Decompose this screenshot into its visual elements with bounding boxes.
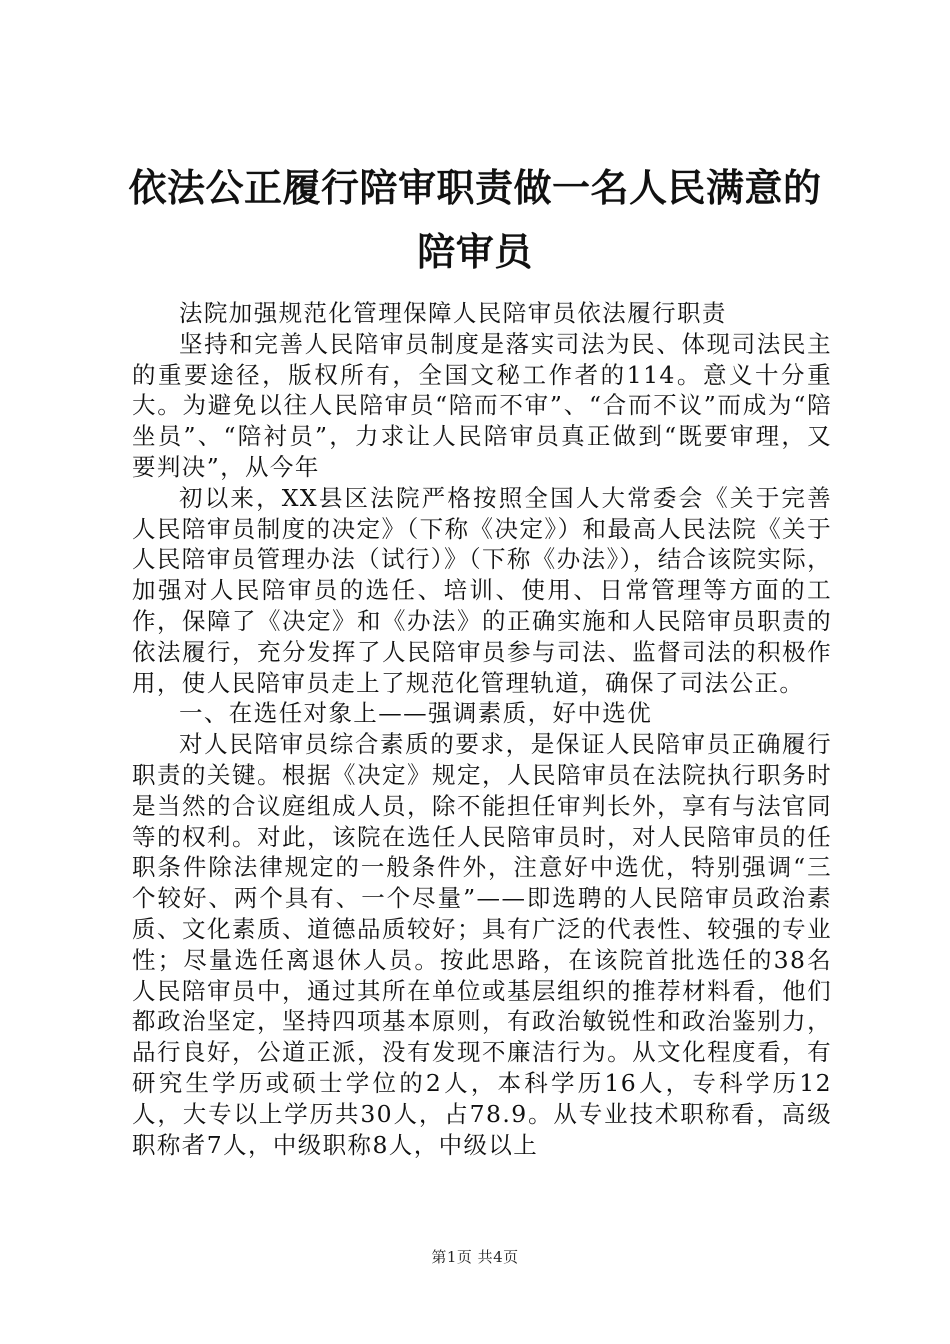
page-footer: 第1页 共4页 <box>431 1248 519 1266</box>
document-title: 依法公正履行陪审职责做一名人民满意的陪审员 <box>128 165 822 274</box>
body-paragraph: 对人民陪审员综合素质的要求，是保证人民陪审员正确履行职责的关键。根据《决定》规定，人民陪审员在法院执行职务时是当然的合议庭组成人员，除不能担任审判长外，享有与法官同等的权利。对此，该院在选任人民陪审员时，对人民陪审员的任职条件除法律规定的一般条件外，注意好中选优，特别强调“三个较好、两个具有、一个尽量”——即选聘的人民陪审员政治素质、文化素质、道德品质较好；具有广泛的代表性、较强的专业性；尽量选任离退休人员。按此思路，在该院首批选任的38名人民陪审员中，通过其所在单位或基层组织的推荐材料看，他们都政治坚定，坚持四项基本原则，有政治敏锐性和政治鉴别力，品行良好，公道正派，没有发现不廉洁行为。从文化程度看，有研究生学历或硕士学位的2人，本科学历16人，专科学历12人，大专以上学历共30人，占78.9。从专业技术职称看，高级职称者7人，中级职称8人，中级以上 <box>132 730 832 1159</box>
section-heading: 一、在选任对象上——强调素质，好中选优 <box>179 699 653 728</box>
subtitle-paragraph: 法院加强规范化管理保障人民陪审员依法履行职责 <box>179 299 727 327</box>
body-paragraph: 坚持和完善人民陪审员制度是落实司法为民、体现司法民主的重要途径，版权所有，全国文秘工作者的114。意义十分重大。为避免以往人民陪审员“陪而不审”、“合而不议”而成为“陪坐员”、“陪衬员”，力求让人民陪审员真正做到“既要审理，又要判决”，从今年 <box>132 329 832 481</box>
body-paragraph: 初以来，XX县区法院严格按照全国人大常委会《关于完善人民陪审员制度的决定》（下称《决定》）和最高人民法院《关于人民陪审员管理办法（试行）》（下称《办法》），结合该院实际，加强对人民陪审员的选任、培训、使用、日常管理等方面的工作，保障了《决定》和《办法》的正确实施和人民陪审员职责的依法履行，充分发挥了人民陪审员参与司法、监督司法的积极作用，使人民陪审员走上了规范化管理轨道，确保了司法公正。 <box>132 483 832 697</box>
document-body <box>132 298 832 1160</box>
